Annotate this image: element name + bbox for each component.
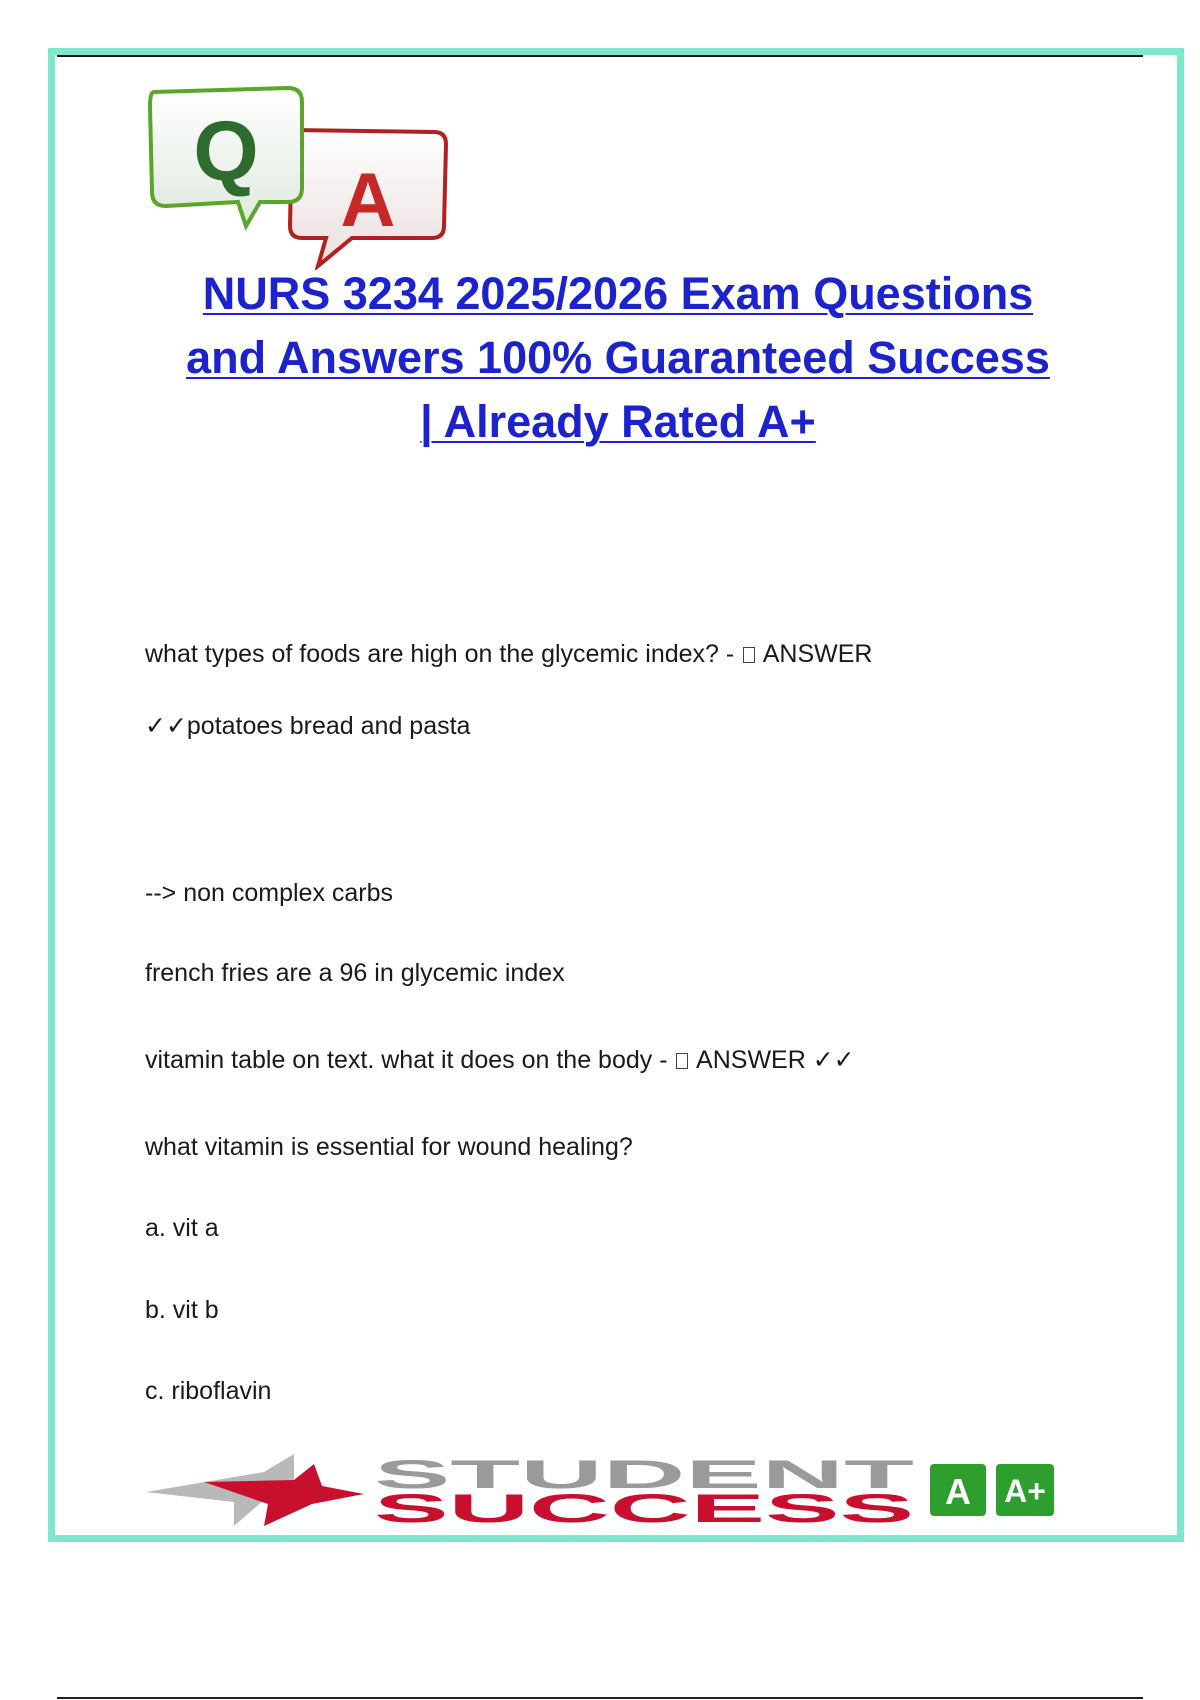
- missing-glyph-icon: [676, 1053, 688, 1069]
- note-non-complex-carbs: --> non complex carbs: [145, 879, 394, 907]
- note-french-fries: french fries are a 96 in glycemic index: [145, 959, 565, 987]
- title-line-2[interactable]: and Answers 100% Guaranteed Success: [186, 332, 1050, 383]
- title-line-3[interactable]: | Already Rated A+: [420, 396, 816, 447]
- badge-a: A: [945, 1471, 971, 1512]
- brand-line-1: STUDENT: [374, 1453, 914, 1497]
- option-c: c. riboflavin: [145, 1377, 272, 1405]
- missing-glyph-icon: [743, 647, 755, 663]
- document-title[interactable]: [100, 262, 1136, 454]
- question-1: [145, 638, 872, 670]
- question-2-text: vitamin table on text. what it does on the body -: [145, 1046, 675, 1074]
- a-letter: A: [340, 158, 396, 243]
- question-2-checks: ✓✓: [805, 1046, 855, 1074]
- question-1-answer: ✓✓potatoes bread and pasta: [145, 712, 471, 740]
- question-2: [145, 1044, 855, 1076]
- question-3: what vitamin is essential for wound healing?: [145, 1133, 633, 1161]
- answer-label: ANSWER: [762, 640, 873, 668]
- question-1-text: what types of foods are high on the glycemic index? -: [145, 640, 742, 668]
- title-line-1[interactable]: NURS 3234 2025/2026 Exam Questions: [202, 268, 1034, 319]
- top-rule: [57, 55, 1143, 57]
- badge-a-plus: A+: [1004, 1473, 1046, 1509]
- bottom-rule: [57, 1697, 1143, 1699]
- answer-label-2: ANSWER: [696, 1046, 806, 1074]
- student-success-logo: [144, 1452, 1064, 1528]
- brand-line-2: SUCCESS: [374, 1487, 914, 1528]
- option-b: b. vit b: [145, 1296, 219, 1324]
- qa-speech-bubbles-icon: [142, 80, 462, 270]
- q-letter: Q: [193, 104, 259, 198]
- option-a: a. vit a: [145, 1214, 219, 1242]
